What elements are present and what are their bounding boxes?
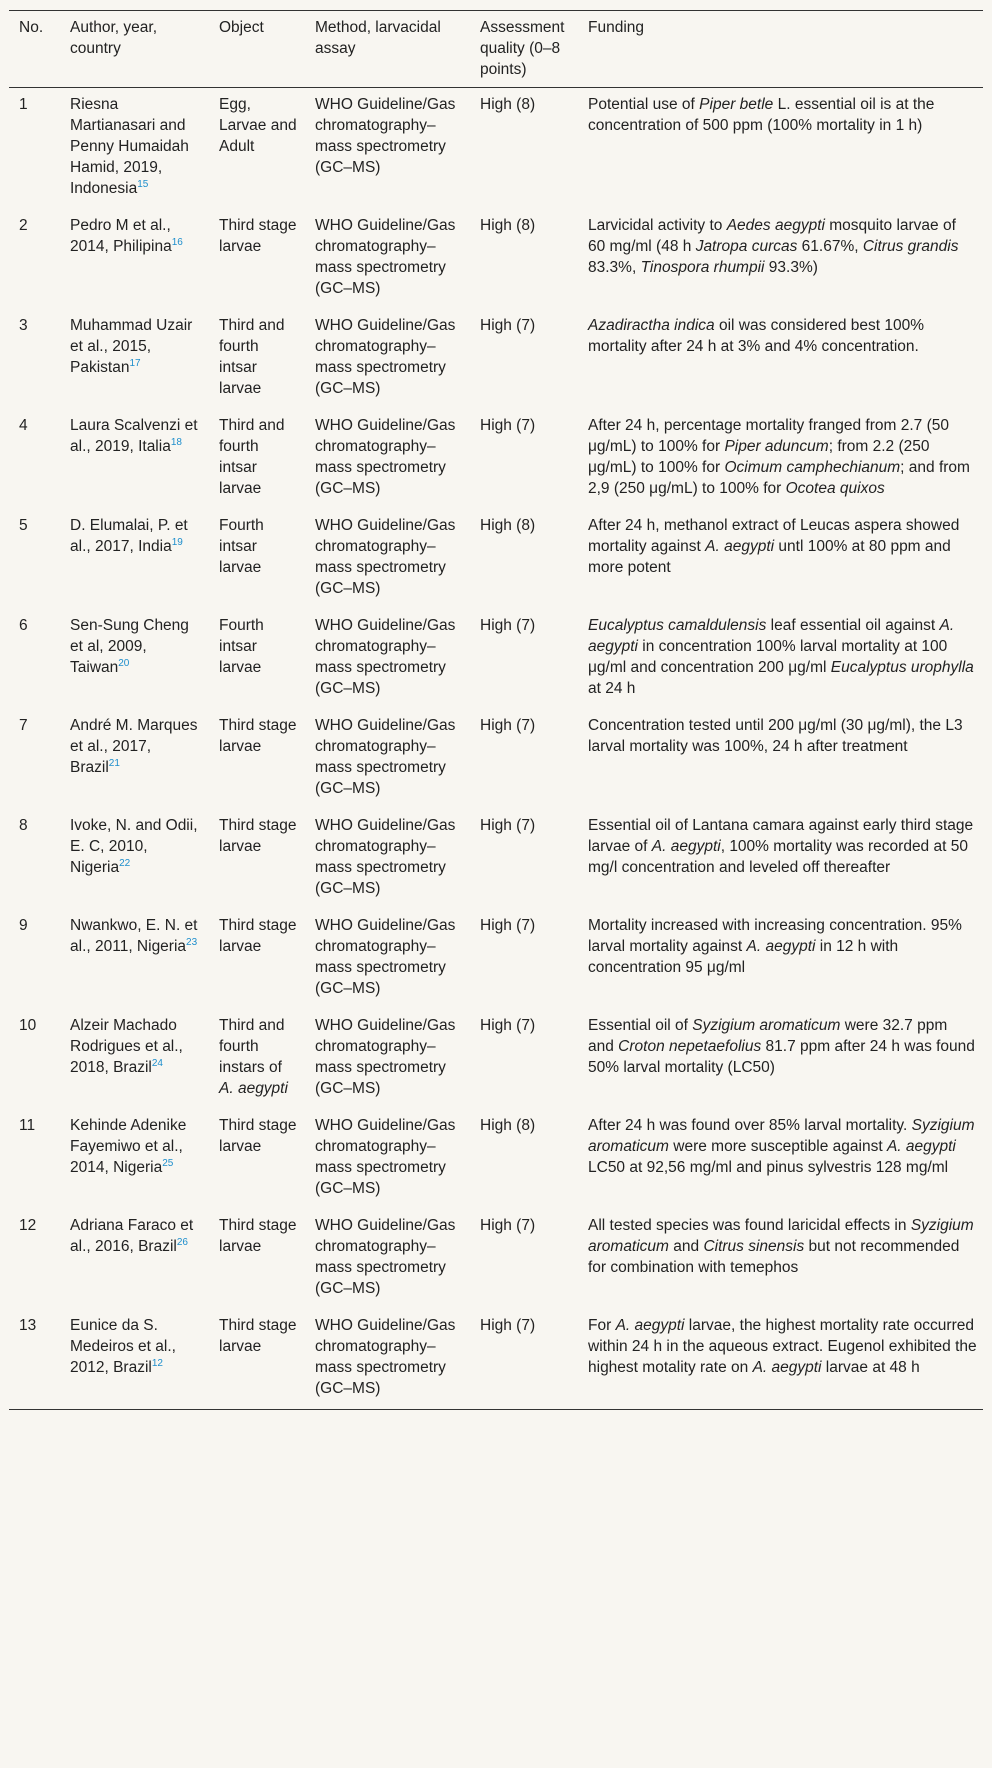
italic-species-name: A. aegypti (746, 938, 816, 955)
italic-species-name: Syzigium aromaticum (692, 1017, 841, 1034)
author-text: Laura Scalvenzi et al., 2019, Italia (70, 417, 198, 455)
cell-funding (578, 709, 983, 809)
text-segment: and (668, 1238, 704, 1255)
cell-author (60, 709, 209, 809)
author-text: André M. Marques et al., 2017, Brazil (70, 717, 198, 776)
table-row (9, 1009, 983, 1109)
text-segment: 61.67%, (797, 238, 863, 255)
author-text: Adriana Faraco et al., 2016, Brazil (70, 1217, 194, 1255)
italic-species-name: A. aegypti (886, 1138, 956, 1155)
italic-species-name: Ocimum camphechianum (724, 459, 901, 476)
italic-species-name: Eucalyptus urophylla (830, 659, 974, 676)
author-text: Muhammad Uzair et al., 2015, Pakistan (70, 317, 193, 376)
cell-assessment: High (7) (480, 1217, 536, 1234)
table-row (9, 509, 983, 609)
cell-funding (578, 409, 983, 509)
text-segment: in 12 h with concentration 95 μg/ml (588, 938, 899, 976)
cell-assessment: High (7) (480, 817, 536, 834)
cell-object: Third stage larvae (219, 1317, 297, 1355)
text-segment: Essential oil of (588, 1017, 693, 1034)
text-segment: L. essential oil is at the concentration of 500 ppm (100% mortality in 1 h) (588, 96, 935, 134)
italic-species-name: A. aegypti (615, 1317, 685, 1334)
text-segment: Potential use of (588, 96, 700, 113)
table-row (9, 209, 983, 309)
italic-species-name: Piper aduncum (724, 438, 829, 455)
author-text: Riesna Martianasari and Penny Humaidah Hamid, 2019, Indonesia (70, 96, 189, 197)
table-row (9, 88, 983, 210)
reference-link[interactable]: 26 (176, 1236, 188, 1248)
cell-funding (578, 809, 983, 909)
text-segment: ; from 2.2 (250 μg/mL) to 100% for (588, 438, 930, 476)
reference-link[interactable]: 15 (137, 178, 149, 190)
cell-author (60, 509, 209, 609)
cell-funding (578, 1109, 983, 1209)
cell-author (60, 88, 209, 210)
text-segment: were 32.7 ppm and (588, 1017, 948, 1055)
cell-author (60, 1009, 209, 1109)
text-segment: Larvicidal activity to (588, 217, 727, 234)
cell-method: WHO Guideline/Gas chromatography–mass spectrometry (GC–MS) (315, 517, 456, 597)
text-segment: Mortality increased with increasing concentration. 95% larval mortality against (588, 917, 962, 955)
cell-author (60, 209, 209, 309)
cell-no: 7 (19, 717, 28, 734)
text-segment: After 24 h was found over 85% larval mortality. (588, 1117, 912, 1134)
text-segment: at 24 h (588, 680, 636, 697)
header-object: Object (219, 19, 264, 36)
italic-species-name: Jatropa curcas (695, 238, 798, 255)
italic-species-name: A. aegypti (588, 617, 955, 655)
reference-link[interactable]: 20 (118, 657, 130, 669)
cell-object: Fourth intsar larvae (219, 517, 264, 576)
cell-no: 9 (19, 917, 28, 934)
cell-funding (578, 88, 983, 210)
text-segment: oil was considered best 100% mortality after 24 h at 3% and 4% concentration. (588, 317, 925, 355)
cell-author (60, 409, 209, 509)
reference-link[interactable]: 17 (129, 357, 141, 369)
italic-species-name: Citrus grandis (862, 238, 959, 255)
cell-funding (578, 909, 983, 1009)
cell-object: Fourth intsar larvae (219, 617, 264, 676)
cell-method: WHO Guideline/Gas chromatography–mass spectrometry (GC–MS) (315, 417, 456, 497)
italic-species-name: A. aegypti (752, 1359, 822, 1376)
reference-link[interactable]: 21 (108, 757, 120, 769)
cell-assessment: High (8) (480, 217, 536, 234)
cell-funding (578, 609, 983, 709)
text-segment: All tested species was found laricidal effects in (588, 1217, 911, 1234)
italic-species-name: A. aegypti (651, 838, 721, 855)
cell-method: WHO Guideline/Gas chromatography–mass spectrometry (GC–MS) (315, 317, 456, 397)
cell-no: 1 (19, 96, 28, 113)
table-row (9, 1109, 983, 1209)
cell-object: Third stage larvae (219, 217, 297, 255)
cell-assessment: High (8) (480, 96, 536, 113)
cell-no: 5 (19, 517, 28, 534)
author-text: Ivoke, N. and Odii, E. C, 2010, Nigeria (70, 817, 198, 876)
table-row (9, 309, 983, 409)
header-author: Author, year, country (70, 19, 158, 57)
text-segment: but not recommended for combination with temephos (588, 1238, 960, 1276)
text-segment: 93.3%) (764, 259, 818, 276)
cell-no: 3 (19, 317, 28, 334)
table-row (9, 1309, 983, 1410)
header-funding: Funding (588, 19, 645, 36)
text-segment: mosquito larvae of 60 mg/ml (48 h (588, 217, 956, 255)
header-assessment: Assessment quality (0–8 points) (480, 19, 565, 78)
text-segment: After 24 h, percentage mortality franged from 2.7 (50 μg/mL) to 100% for (588, 417, 949, 455)
table-row (9, 1209, 983, 1309)
reference-link[interactable]: 23 (186, 936, 198, 948)
italic-species-name: Piper betle (699, 96, 774, 113)
text-segment: were more susceptible against (668, 1138, 887, 1155)
text-segment: larvae, the highest mortality rate occurred within 24 h in the aqueous extract. Eugenol exhibited the highest motality rate on (588, 1317, 977, 1376)
italic-species-name: Syzigium aromaticum (588, 1117, 975, 1155)
cell-object: Third stage larvae (219, 717, 297, 755)
reference-link[interactable]: 22 (119, 857, 131, 869)
text-segment: 81.7 ppm after 24 h was found 50% larval mortality (LC50) (588, 1038, 975, 1076)
reference-link[interactable]: 12 (151, 1357, 163, 1369)
cell-no: 6 (19, 617, 28, 634)
cell-funding (578, 309, 983, 409)
italic-species-name: Azadiractha indica (588, 317, 715, 334)
studies-table (9, 10, 983, 1410)
table-row (9, 809, 983, 909)
cell-method: WHO Guideline/Gas chromatography–mass spectrometry (GC–MS) (315, 817, 456, 897)
cell-assessment: High (7) (480, 1017, 536, 1034)
cell-object: Third and fourth intsar larvae (219, 417, 285, 497)
text-segment: Concentration tested until 200 μg/ml (30 μg/ml), the L3 larval mortality was 100%, 24 h after treatment (588, 717, 963, 755)
italic-species-name: A. aegypti (219, 1080, 288, 1097)
author-text: Nwankwo, E. N. et al., 2011, Nigeria (70, 917, 198, 955)
text-segment: Third and fourth instars of (219, 1017, 285, 1076)
text-segment: larvae at 48 h (821, 1359, 920, 1376)
cell-author (60, 309, 209, 409)
italic-species-name: Eucalyptus camaldulensis (588, 617, 767, 634)
cell-no: 8 (19, 817, 28, 834)
text-segment: untl 100% at 80 ppm and more potent (588, 538, 951, 576)
cell-object: Third stage larvae (219, 1117, 297, 1155)
author-text: Alzeir Machado Rodrigues et al., 2018, Brazil (70, 1017, 183, 1076)
italic-species-name: Ocotea quixos (785, 480, 885, 497)
header-row (9, 11, 983, 88)
table-row (9, 909, 983, 1009)
table-body (9, 88, 983, 1410)
cell-author (60, 809, 209, 909)
reference-link[interactable]: 16 (171, 236, 183, 248)
cell-object: Third stage larvae (219, 917, 297, 955)
reference-link[interactable]: 18 (170, 436, 182, 448)
author-text: Pedro M et al., 2014, Philipina (70, 217, 172, 255)
text-segment: in concentration 100% larval mortality at 100 μg/ml and concentration 200 μg/ml (588, 638, 948, 676)
text-segment: , 100% mortality was recorded at 50 mg/l concentration and leveled off thereafter (588, 838, 968, 876)
cell-author (60, 909, 209, 1009)
cell-object: Third stage larvae (219, 1217, 297, 1255)
header-method: Method, larvacidal assay (315, 19, 441, 57)
header-no: No. (19, 19, 44, 36)
cell-method: WHO Guideline/Gas chromatography–mass spectrometry (GC–MS) (315, 217, 456, 297)
reference-link[interactable]: 24 (151, 1057, 163, 1069)
cell-author (60, 1209, 209, 1309)
cell-assessment: High (7) (480, 717, 536, 734)
reference-link[interactable]: 25 (162, 1157, 174, 1169)
cell-author (60, 1109, 209, 1209)
author-text: Eunice da S. Medeiros et al., 2012, Brazil (70, 1317, 176, 1376)
cell-object: Third and fourth intsar larvae (219, 317, 285, 397)
author-text: Kehinde Adenike Fayemiwo et al., 2014, Nigeria (70, 1117, 187, 1176)
cell-author (60, 1309, 209, 1410)
cell-object: Egg, Larvae and Adult (219, 96, 297, 155)
italic-species-name: Tinospora rhumpii (640, 259, 765, 276)
cell-no: 2 (19, 217, 28, 234)
cell-no: 11 (19, 1117, 36, 1134)
text-segment: leaf essential oil against (766, 617, 940, 634)
cell-assessment: High (7) (480, 917, 536, 934)
italic-species-name: Citrus sinensis (703, 1238, 805, 1255)
cell-method: WHO Guideline/Gas chromatography–mass spectrometry (GC–MS) (315, 96, 456, 176)
cell-funding (578, 1309, 983, 1410)
author-text: Sen-Sung Cheng et al, 2009, Taiwan (70, 617, 189, 676)
italic-species-name: Croton nepetaefolius (618, 1038, 762, 1055)
cell-no: 12 (19, 1217, 37, 1234)
text-segment: 83.3%, (588, 259, 641, 276)
cell-assessment: High (8) (480, 1117, 536, 1134)
cell-assessment: High (7) (480, 617, 536, 634)
italic-species-name: Aedes aegypti (726, 217, 825, 234)
cell-funding (578, 1009, 983, 1109)
text-segment: After 24 h, methanol extract of Leucas aspera showed mortality against (588, 517, 960, 555)
italic-species-name: Syzigium aromaticum (588, 1217, 974, 1255)
cell-object (209, 1009, 305, 1109)
cell-funding (578, 1209, 983, 1309)
italic-species-name: A. aegypti (705, 538, 775, 555)
cell-object: Third stage larvae (219, 817, 297, 855)
table-row (9, 409, 983, 509)
cell-no: 10 (19, 1017, 37, 1034)
cell-author (60, 609, 209, 709)
text-segment: LC50 at 92,56 mg/ml and pinus sylvestris 128 mg/ml (588, 1159, 949, 1176)
cell-assessment: High (7) (480, 1317, 536, 1334)
cell-method: WHO Guideline/Gas chromatography–mass spectrometry (GC–MS) (315, 1317, 456, 1397)
text-segment: ; and from 2,9 (250 μg/mL) to 100% for (588, 459, 970, 497)
cell-funding (578, 509, 983, 609)
cell-no: 13 (19, 1317, 37, 1334)
cell-method: WHO Guideline/Gas chromatography–mass spectrometry (GC–MS) (315, 717, 456, 797)
table-row (9, 609, 983, 709)
cell-method: WHO Guideline/Gas chromatography–mass spectrometry (GC–MS) (315, 1017, 456, 1097)
reference-link[interactable]: 19 (171, 536, 183, 548)
text-segment: For (588, 1317, 616, 1334)
cell-assessment: High (7) (480, 417, 536, 434)
author-text: D. Elumalai, P. et al., 2017, India (70, 517, 188, 555)
cell-assessment: High (7) (480, 317, 536, 334)
cell-method: WHO Guideline/Gas chromatography–mass spectrometry (GC–MS) (315, 617, 456, 697)
cell-funding (578, 209, 983, 309)
text-segment: Essential oil of Lantana camara against early third stage larvae of (588, 817, 974, 855)
cell-method: WHO Guideline/Gas chromatography–mass spectrometry (GC–MS) (315, 917, 456, 997)
cell-no: 4 (19, 417, 28, 434)
cell-assessment: High (8) (480, 517, 536, 534)
table-row (9, 709, 983, 809)
cell-method: WHO Guideline/Gas chromatography–mass spectrometry (GC–MS) (315, 1217, 456, 1297)
cell-method: WHO Guideline/Gas chromatography–mass spectrometry (GC–MS) (315, 1117, 456, 1197)
